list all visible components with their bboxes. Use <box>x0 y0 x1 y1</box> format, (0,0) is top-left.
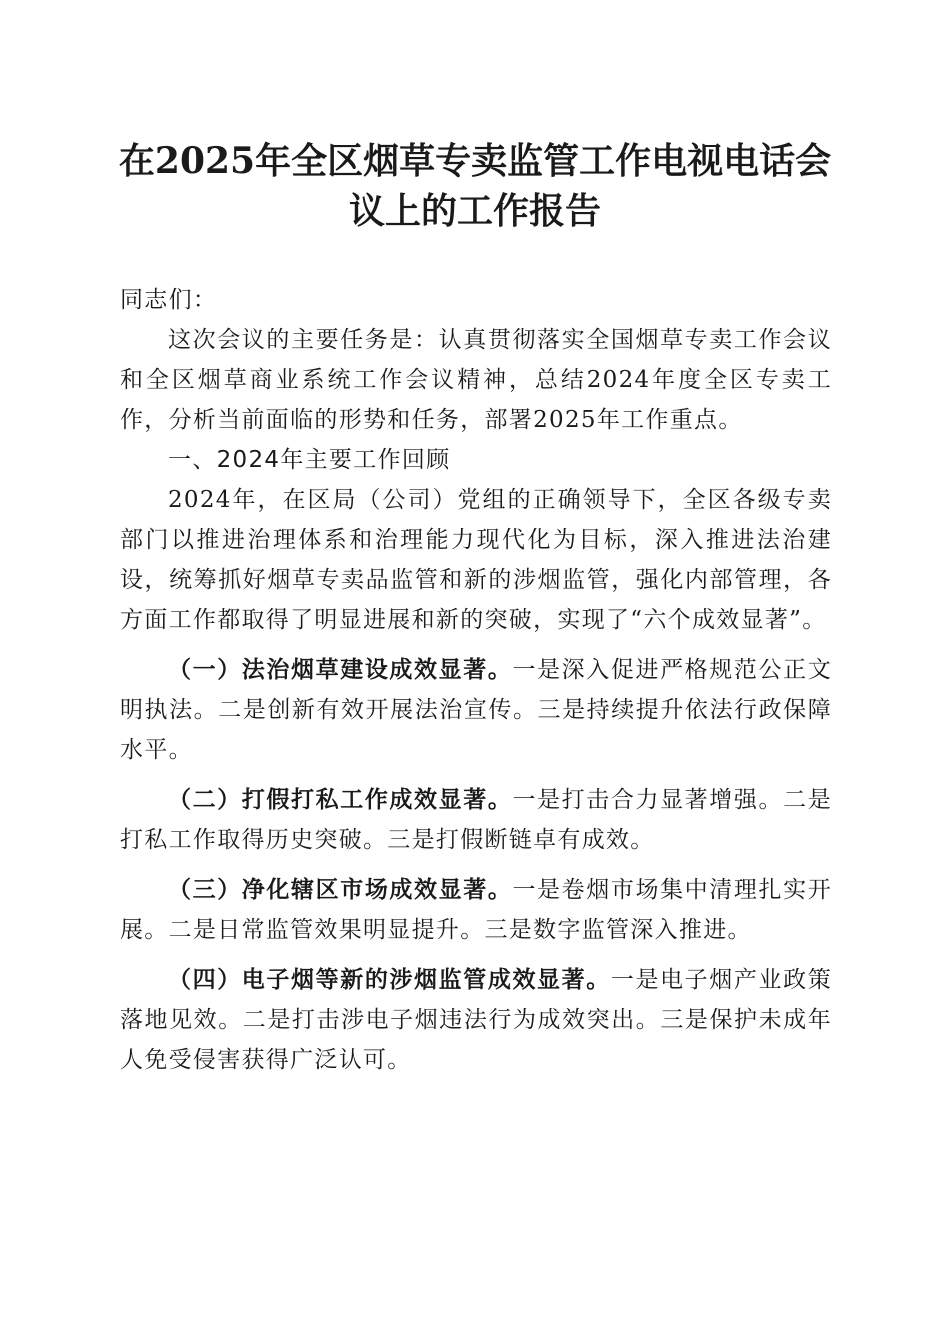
section-intro-paragraph: 2024年，在区局（公司）党组的正确领导下，全区各级专卖部门以推进治理体系和治理能力现代化为目标，深入推进法治建设，统筹抓好烟草专卖品监管和新的涉烟监管，强化内部管理，各方面工作都取得了明显进展和新的突破，实现了“六个成效显著”。 <box>120 487 832 633</box>
item-paragraph <box>120 780 832 860</box>
item-lead: （二）打假打私工作成效显著。 <box>168 786 513 813</box>
item-paragraph <box>120 870 832 950</box>
item-text: 一是电子烟产业政策落地见效。二是打击涉电子烟违法行为成效突出。三是保护未成年人免受侵害获得广泛认可。 <box>120 967 833 1073</box>
item-lead: （四）电子烟等新的涉烟监管成效显著。 <box>168 966 611 993</box>
section-heading: 一、2024年主要工作回顾 <box>168 447 451 473</box>
item-text: 一是打击合力显著增强。二是打私工作取得历史突破。三是打假断链卓有成效。 <box>120 787 832 853</box>
document-body <box>120 280 832 1080</box>
item-text: 一是深入促进严格规范公正文明执法。二是创新有效开展法治宣传。三是持续提升依法行政保障水平。 <box>120 657 832 763</box>
item-lead: （一）法治烟草建设成效显著。 <box>168 656 513 683</box>
document-title: 在2025年全区烟草专卖监管工作电视电话会议上的工作报告 <box>118 140 832 232</box>
item-paragraph <box>120 650 832 770</box>
intro-paragraph: 这次会议的主要任务是：认真贯彻落实全国烟草专卖工作会议和全区烟草商业系统工作会议精神，总结2024年度全区专卖工作，分析当前面临的形势和任务，部署2025年工作重点。 <box>120 327 832 433</box>
item-paragraph <box>120 960 832 1080</box>
greeting: 同志们： <box>120 287 218 313</box>
item-text: 一是卷烟市场集中清理扎实开展。二是日常监管效果明显提升。三是数字监管深入推进。 <box>120 877 832 943</box>
item-lead: （三）净化辖区市场成效显著。 <box>168 876 513 903</box>
